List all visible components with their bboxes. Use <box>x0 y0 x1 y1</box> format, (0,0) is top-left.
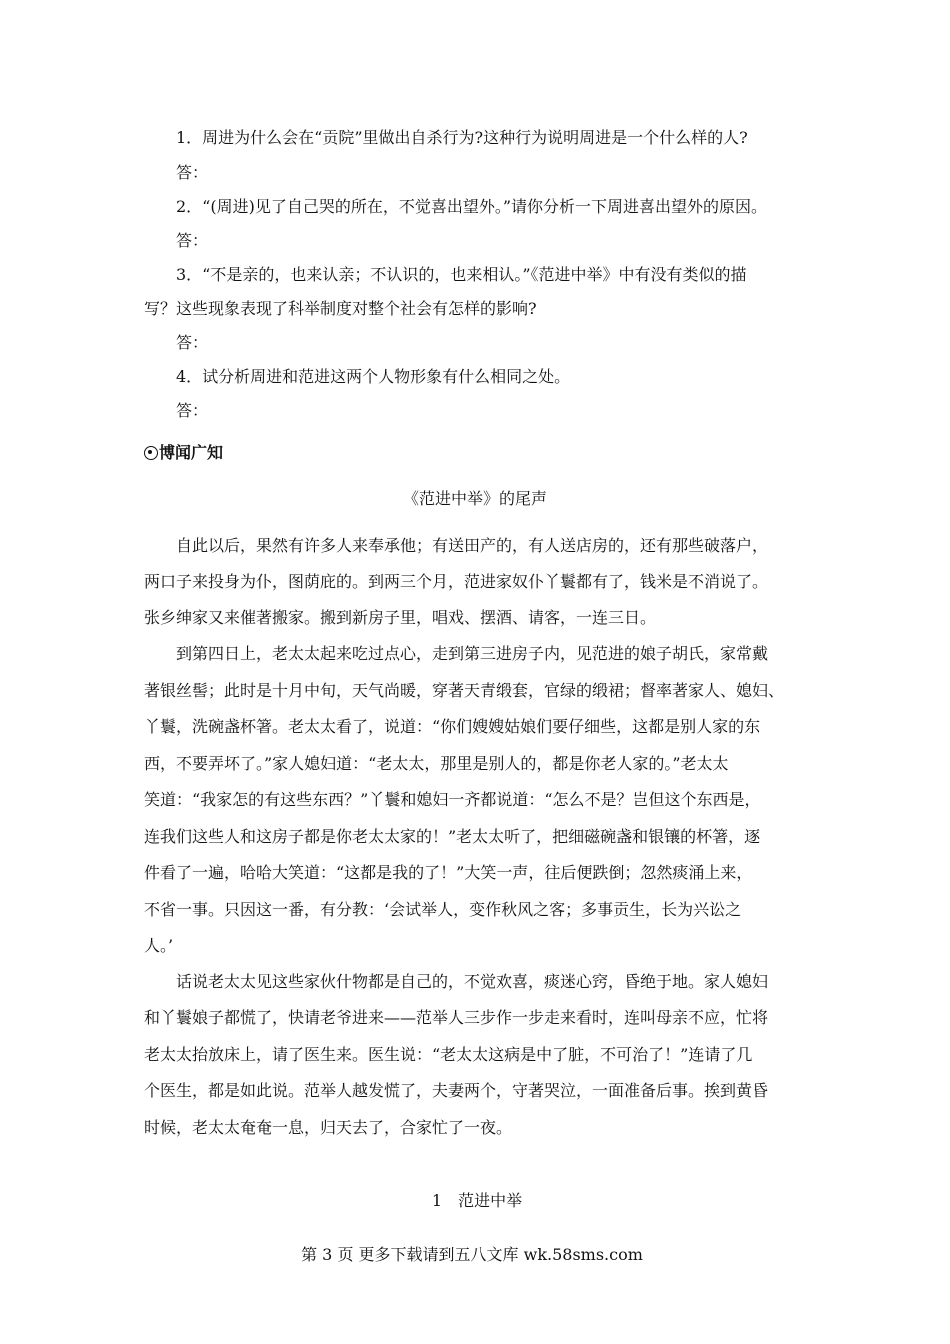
question-1: 1．周进为什么会在“贡院”里做出自杀行为?这种行为说明周进是一个什么样的人? <box>176 128 748 147</box>
article-line: 张乡绅家又来催著搬家。搬到新房子里，唱戏、摆酒、请客，一连三日。 <box>144 608 657 627</box>
answer-3-label: 答： <box>176 333 209 352</box>
article-line: 两口子来投身为仆，图荫庇的。到两三个月，范进家奴仆丫鬟都有了，钱米是不消说了。 <box>144 572 769 591</box>
article-title: 《范进中举》的尾声 <box>402 489 547 508</box>
question-3-line-1: 3．“不是亲的，也来认亲；不认识的，也来相认。”《范进中举》中有没有类似的描 <box>176 265 747 284</box>
question-4: 4．试分析周进和范进这两个人物形象有什么相同之处。 <box>176 367 571 386</box>
article-line: 话说老太太见这些家伙什物都是自己的，不觉欢喜，痰迷心窍，昏绝于地。家人媳妇 <box>176 972 769 991</box>
article-line: 人。’ <box>144 936 174 955</box>
answer-4-label: 答： <box>176 401 209 420</box>
page-footer: 第 3 页 更多下载请到五八文库 wk.58sms.com <box>301 1245 643 1264</box>
section-heading-text: 博闻广知 <box>159 443 224 462</box>
article-line: 老太太抬放床上，请了医生来。医生说：“老太太这病是中了脏，不可治了！”连请了几 <box>144 1045 753 1064</box>
article-line: 不省一事。只因这一番，有分教：‘会试举人，变作秋风之客；多事贡生，长为兴讼之 <box>144 900 742 919</box>
article-line: 自此以后，果然有许多人来奉承他；有送田产的，有人送店房的，还有那些破落户， <box>176 536 769 555</box>
question-2: 2．“(周进)见了自己哭的所在，不觉喜出望外。”请你分析一下周进喜出望外的原因。 <box>176 197 768 216</box>
answer-2-label: 答： <box>176 231 209 250</box>
article-line: 件看了一遍，哈哈大笑道：“这都是我的了！”大笑一声，往后便跌倒；忽然痰涌上来， <box>144 863 753 882</box>
lesson-title: 1 范进中举 <box>431 1191 523 1210</box>
circle-dot-icon <box>144 446 158 460</box>
article-line: 到第四日上，老太太起来吃过点心，走到第三进房子内，见范进的娘子胡氏，家常戴 <box>176 644 769 663</box>
article-line: 著银丝髻；此时是十月中旬，天气尚暖，穿著天青缎套，官绿的缎裙；督率著家人、媳妇、 <box>144 681 785 700</box>
article-line: 和丫鬟娘子都慌了，快请老爷进来——范举人三步作一步走来看时，连叫母亲不应，忙将 <box>144 1008 769 1027</box>
article-line: 个医生，都是如此说。范举人越发慌了，夫妻两个，守著哭泣，一面准备后事。挨到黄昏 <box>144 1081 769 1100</box>
section-heading <box>144 443 223 463</box>
article-line: 连我们这些人和这房子都是你老太太家的！”老太太听了，把细磁碗盏和银镶的杯箸，逐 <box>144 827 761 846</box>
answer-1-label: 答： <box>176 163 209 182</box>
article-line: 时候，老太太奄奄一息，归天去了，合家忙了一夜。 <box>144 1118 513 1137</box>
question-3-line-2: 写？这些现象表现了科举制度对整个社会有怎样的影响? <box>144 299 537 318</box>
article-line: 丫鬟，洗碗盏杯箸。老太太看了，说道：“你们嫂嫂姑娘们要仔细些，这都是别人家的东 <box>144 717 761 736</box>
article-line: 笑道：“我家怎的有这些东西？”丫鬟和媳妇一齐都说道：“怎么不是？岂但这个东西是， <box>144 790 761 809</box>
article-line: 西，不要弄坏了。”家人媳妇道：“老太太，那里是别人的，都是你老人家的。”老太太 <box>144 754 729 773</box>
